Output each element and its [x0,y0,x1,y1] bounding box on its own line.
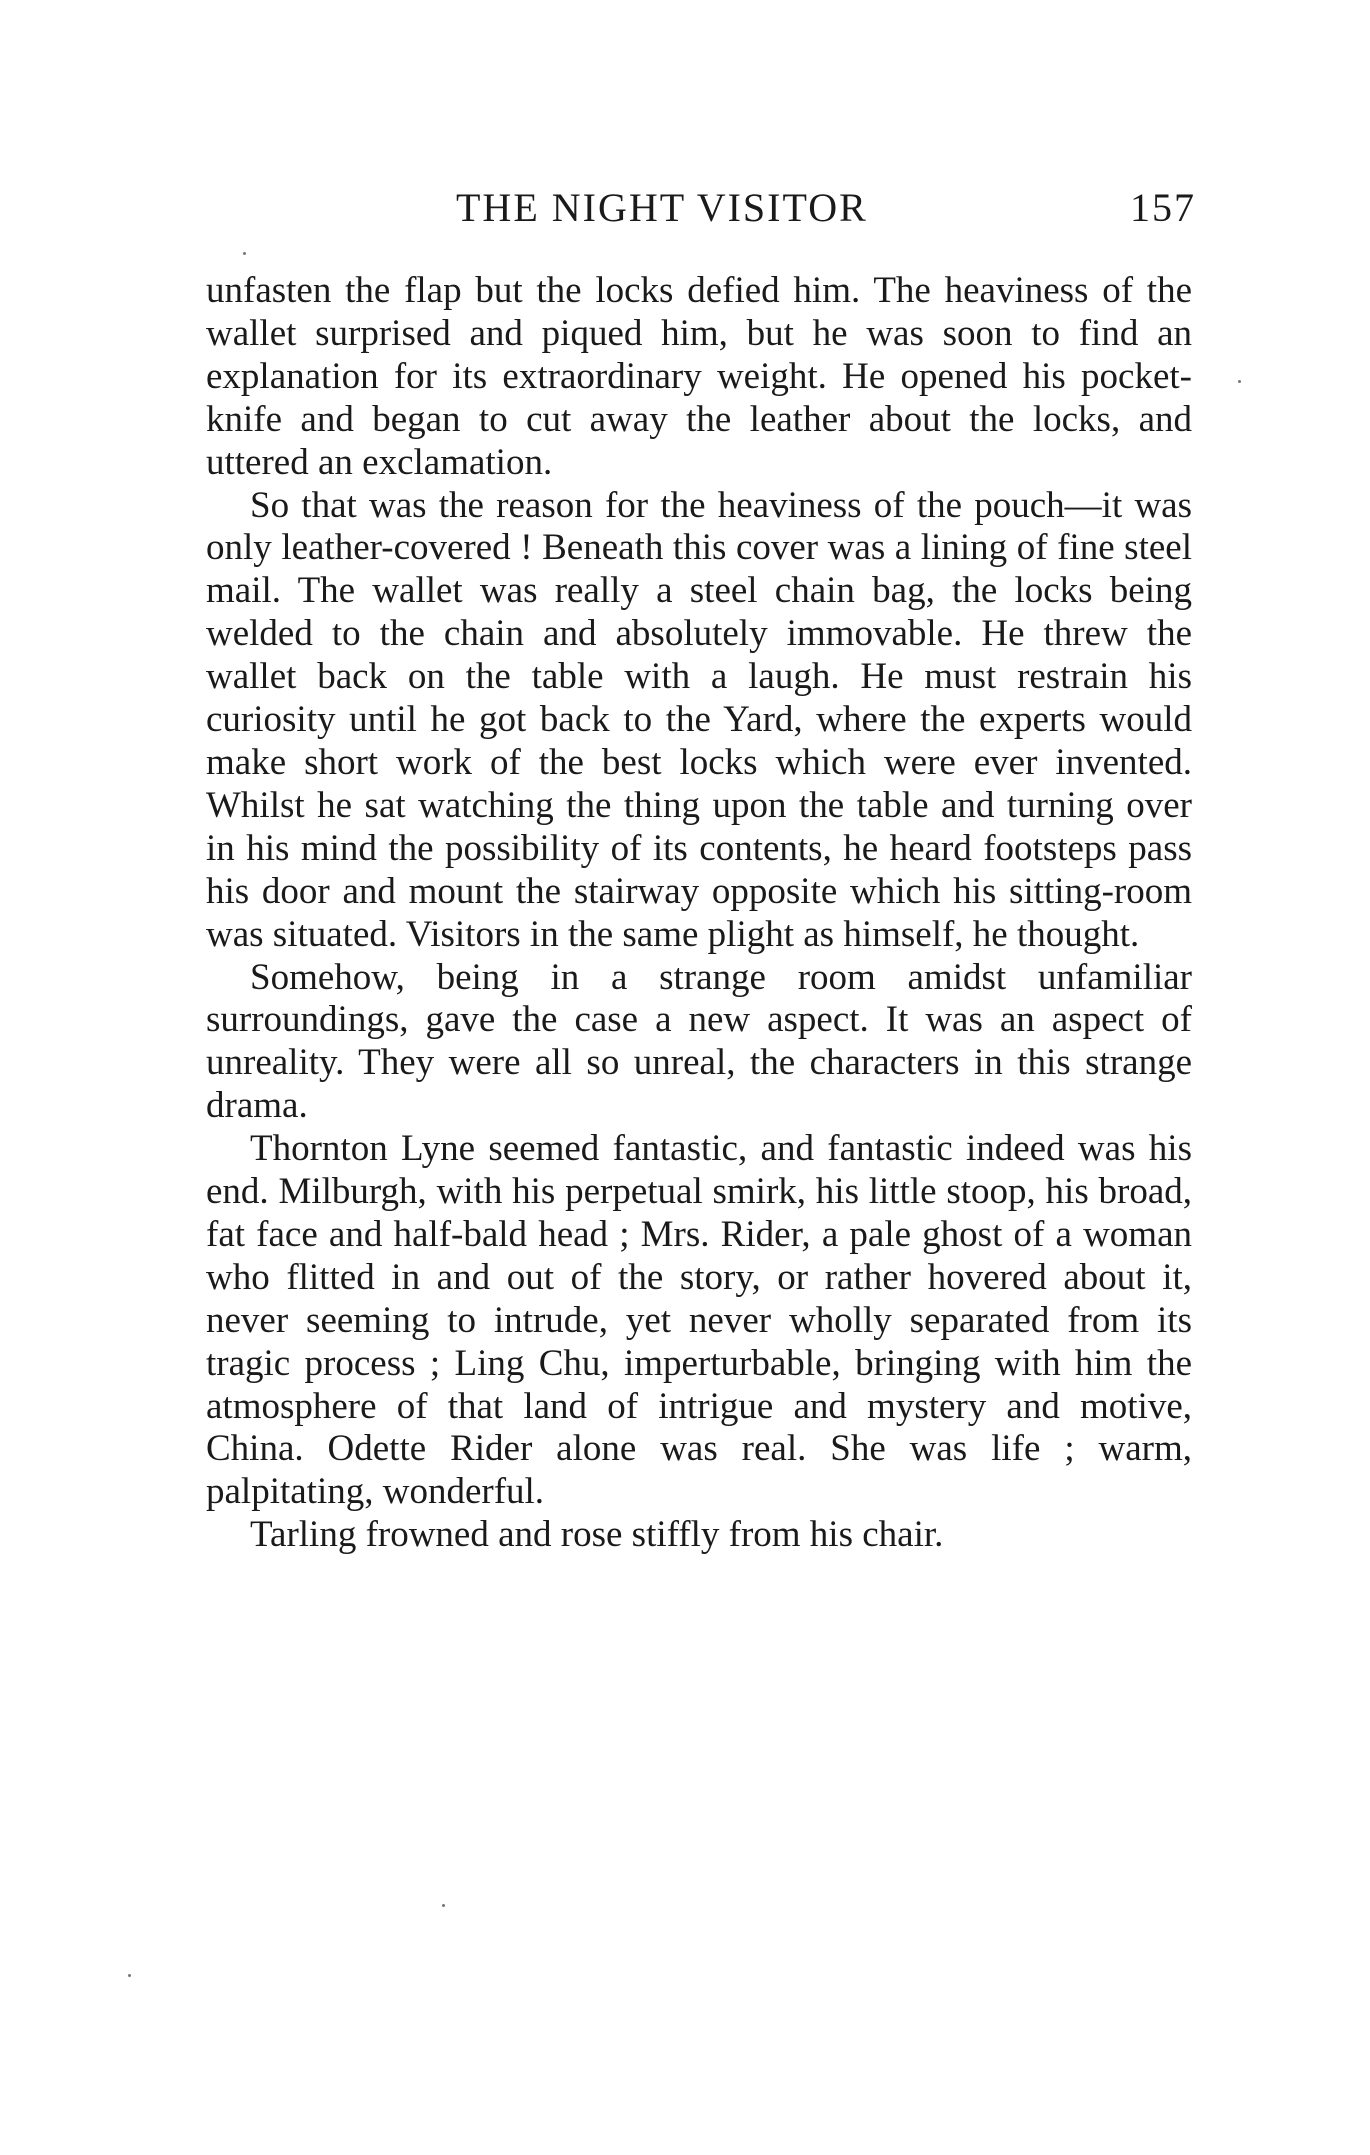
running-head [206,184,1196,234]
paragraph-tarling: Tarling frowned and rose stiffly from his chair. [250,1514,944,1556]
print-speck [243,252,246,255]
paragraph-pouch: So that was the reason for the heaviness of the pouch—it was only leather-covered ! Beneath this cover was a lining of fine steel mail. The wallet was really a steel chain bag, the locks being welded to the chain and absolutely immovable. He threw the wallet back on the table with a laugh. He must restrain his curiosity until he got back to the Yard, where the experts would make short work of the best locks which were ever invented. Whilst he sat watching the thing upon the table and turning over in his mind the possibility of its contents, he heard footsteps pass his door and mount the stairway opposite which his sitting-room was situated. Visitors in the same plight as himself, he thought. [206,484,1192,955]
paragraph-continuation: unfasten the flap but the locks defied him. The heaviness of the wallet surprised and piqued him, but he was soon to find an explanation for its extraordinary weight. He opened his pocket-knife and began to cut away the leather about the locks, and uttered an exclamation. [206,270,1192,483]
print-speck [128,1974,131,1977]
running-title: THE NIGHT VISITOR [456,185,868,230]
print-speck [1238,380,1241,383]
paragraph-characters: Thornton Lyne seemed fantastic, and fantastic indeed was his end. Milburgh, with his perpetual smirk, his little stoop, his broad, fat face and half-bald head ; Mrs. Rider, a pale ghost of a woman who flitted in and out of the story, or rather hovered about it, never seeming to intrude, yet never wholly separated from its tragic process ; Ling Chu, imperturbable, bringing with him the atmosphere of that land of intrigue and mystery and motive, China. Odette Rider alone was real. She was life ; warm, palpitating, wonderful. [206,1128,1192,1513]
body-text [206,270,1192,1557]
paragraph-unreality: Somehow, being in a strange room amidst unfamiliar surroundings, gave the case a new aspect. It was an aspect of unreality. They were all so unreal, the characters in this strange drama. [206,956,1192,1127]
print-speck [442,1904,445,1907]
page-number: 157 [1130,185,1196,230]
